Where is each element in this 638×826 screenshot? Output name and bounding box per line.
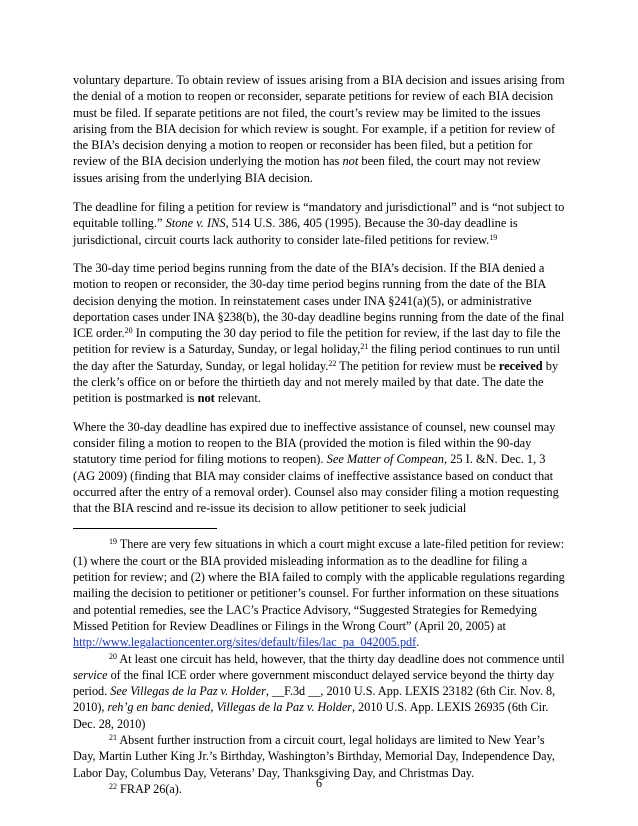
footnote-20: $^{20}$ At least one circuit has held, however, that the thirty day deadline does not commence until service of the final ICE order where government misconduct delayed service beyond the thirty day period. See Villegas de la Paz v. Holder, __F.3d __, 2010 U.S. App. LEXIS 23182 (6th Cir. Nov. 8, 2010), reh’g en banc denied, Villegas de la Paz v. Holder, 2010 U.S. App. LEXIS 26935 (6th Cir. Dec. 28, 2010) bbox=[73, 651, 565, 731]
page-number: 6 bbox=[315, 776, 323, 790]
footnote-separator bbox=[73, 528, 217, 529]
footnotes bbox=[73, 536, 567, 797]
paragraph-30-day-period: The 30-day time period begins running from the date of the BIA’s decision. If the BIA denied a motion to reopen or reconsider, the 30-day time period begins running from the date of the BIA decision denying the motion. In reinstatement cases under INA §241(a)(5), or administrative deportation cases under INA §238(b), the 30-day deadline begins running from the date of the final ICE order.$^{20}$ In computing the 30 day period to file the petition for review, if the last day to file the petition for review is a Saturday, Sunday, or legal holiday,$^{21}$ the filing period continues to run until the day after the Saturday, Sunday, or legal holiday.$^{22}$ The petition for review must be received by the clerk’s office on or before the thirtieth day and not merely mailed by that date. The date the petition is postmarked is not relevant. bbox=[73, 260, 565, 406]
footnote-22: $^{22}$ FRAP 26(a). bbox=[109, 781, 182, 796]
paragraph-ineffective-assistance: Where the 30-day deadline has expired due to ineffective assistance of counsel, new counsel may consider filing a motion to reopen to the BIA (provided the motion is filed within the 90-day statutory time period for filing motions to reopen). See Matter of Compean, 25 I. &N. Dec. 1, 3 (AG 2009) (finding that BIA may consider claims of ineffective assistance based on conduct that occurred after the entry of a removal order). Counsel also may consider filing a motion requesting that the BIA rescind and re-issue its decision to allow petitioner to seek judicial bbox=[73, 419, 559, 516]
footnote-ref: 22 bbox=[328, 358, 337, 368]
footnote-ref: 20 bbox=[124, 326, 133, 336]
paragraph-bia-separate-petitions: voluntary departure. To obtain review of issues arising from a BIA decision and issues arising from the denial of a motion to reopen or reconsider, separate petitions for review of each BIA decision must be filed. If separate petitions are not filed, the court’s review may be limited to the issues arising from the BIA decision for which review is sought. For example, if a petition for review of the BIA’s decision denying a motion to reopen or reconsider has been filed, but a petition for review of the BIA decision underlying the motion has not been filed, the court may not review issues arising from the underlying BIA decision. bbox=[73, 73, 565, 185]
footnote-ref: 21 bbox=[109, 732, 117, 742]
paragraph-deadline-jurisdictional: The deadline for filing a petition for review is “mandatory and jurisdictional” and is “not subject to equitable tolling.” Stone v. INS, 514 U.S. 386, 405 (1995). Because the 30-day deadline is jurisdictional, circuit courts lack authority to consider late-filed petitions for review.$^{19}$ bbox=[73, 200, 565, 247]
footnote-19: $^{19}$ There are very few situations in which a court might excuse a late-filed petition for review: (1) where the court or the BIA provided misleading information as to the deadline for filing a petition for review; and (2) where the BIA failed to comply with the applicable regulations regarding mailing the decision to petitioner or petitioner’s counsel. For further information on these situations and potential remedies, see the LAC’s Practice Advisory, “Suggested Strategies for Remedying Missed Petition for Review Deadlines or Filings in the Wrong Court” (April 20, 2005) at http://www.legalactioncenter.org/sites/default/files/lac_pa_042005.pdf. bbox=[73, 537, 565, 650]
footnote-ref: 20 bbox=[109, 651, 117, 661]
body-text bbox=[73, 72, 567, 516]
footnote-ref: 19 bbox=[489, 232, 498, 242]
footnote-ref: 21 bbox=[360, 342, 369, 352]
footnote-ref: 19 bbox=[109, 537, 117, 547]
footnote-ref: 22 bbox=[109, 781, 117, 791]
footnote-21: $^{21}$ Absent further instruction from a circuit court, legal holidays are limited to New Year’s Day, Martin Luther King Jr.’s Birthday, Washington’s Birthday, Memorial Day, Independence Day, Labor Day, Columbus Day, Veterans’ Day, Thanksgiving Day, and Christmas Day. bbox=[73, 732, 555, 780]
footnote-link[interactable]: http://www.legalactioncenter.org/sites/default/files/lac_pa_042005.pdf bbox=[73, 635, 417, 650]
